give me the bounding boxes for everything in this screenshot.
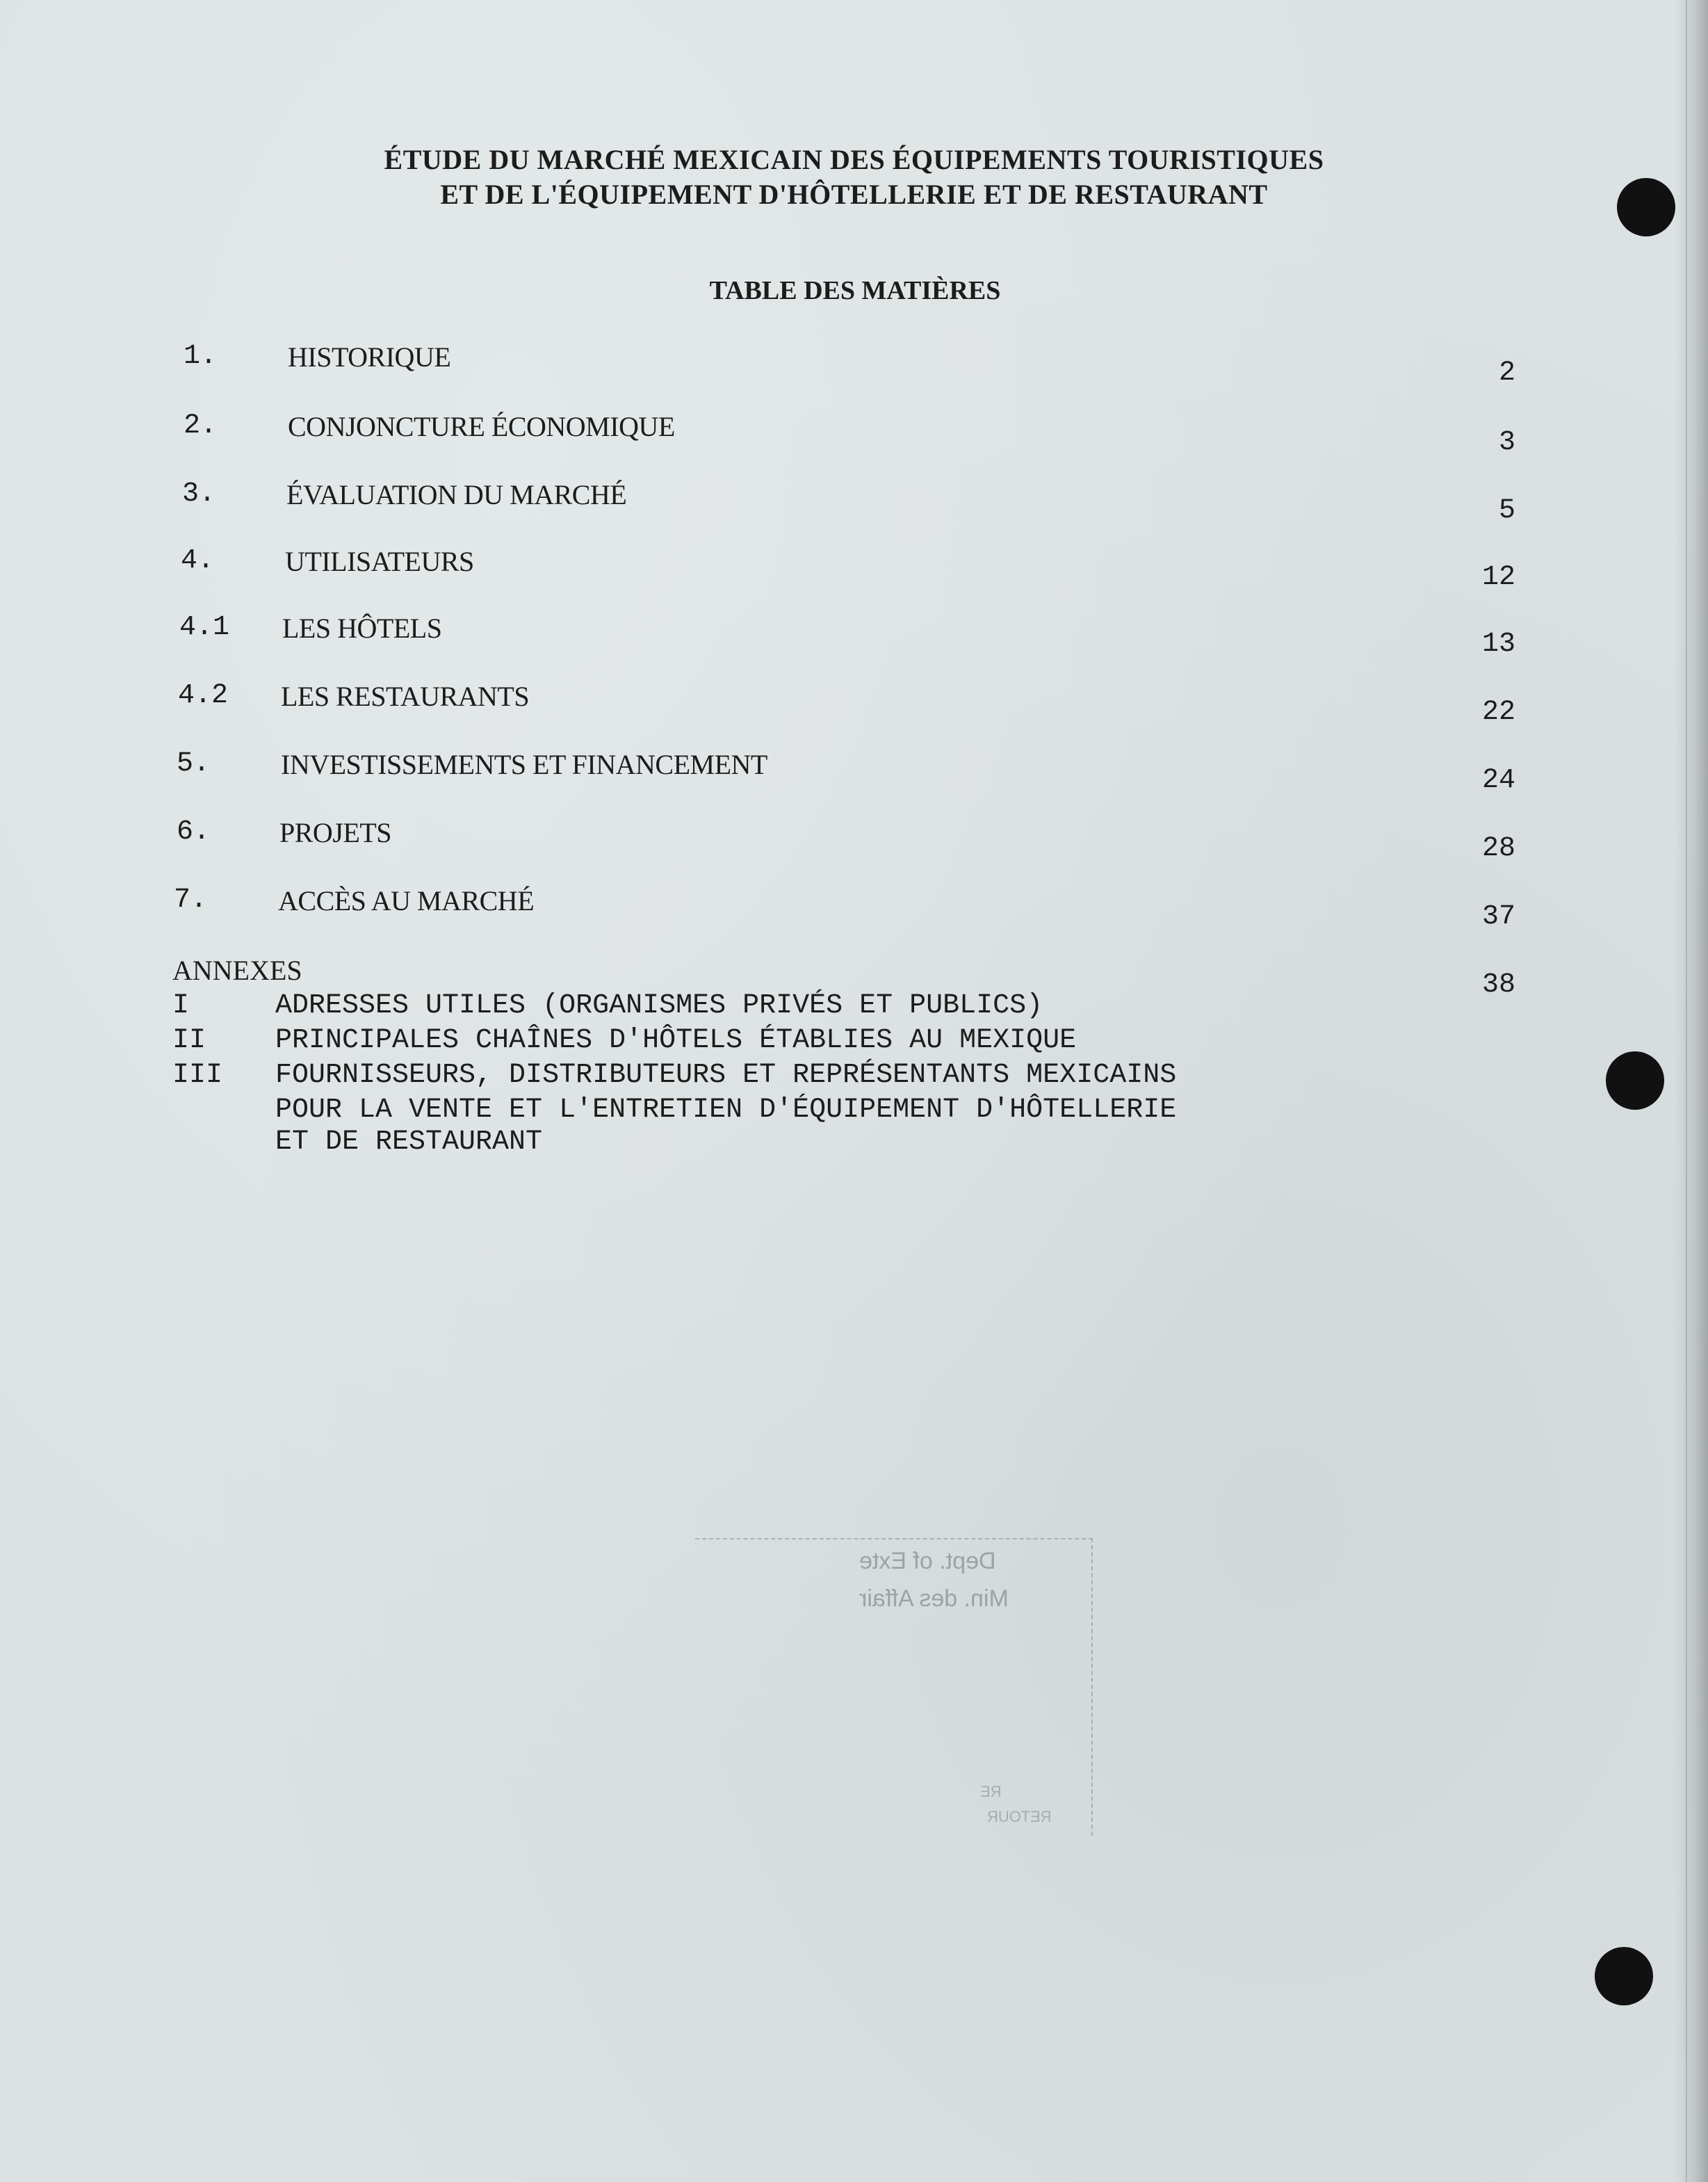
toc-entry-page: 12 [1481, 562, 1515, 593]
toc-entry-page: 22 [1481, 697, 1515, 728]
toc-entry-number: 6. [177, 816, 211, 848]
toc-entry-label: CONJONCTURE ÉCONOMIQUE [288, 411, 675, 442]
annex-item [172, 990, 1043, 1021]
toc-entry-number: 2. [184, 410, 218, 442]
toc-entry [0, 410, 1708, 458]
toc-heading: TABLE DES MATIÈRES [709, 276, 1001, 305]
annex-text: PRINCIPALES CHAÎNES D'HÔTELS ÉTABLIES AU MEXIQUE [275, 1025, 1077, 1056]
page-edge-shadow [1675, 0, 1708, 2182]
stamp-line: Min. des Affair [859, 1585, 1009, 1612]
annex-roman-numeral: I [172, 990, 190, 1021]
toc-entry-label: LES HÔTELS [282, 613, 442, 644]
toc-entry [0, 545, 1708, 593]
toc-entry [0, 816, 1708, 864]
stamp-line: RE [980, 1783, 1002, 1800]
toc-entry-number: 1. [184, 341, 218, 372]
toc-entry-label: LES RESTAURANTS [281, 681, 530, 712]
toc-entry-page: 5 [1498, 495, 1515, 526]
toc-entry [0, 748, 1708, 796]
toc-entry-label: PROJETS [279, 817, 391, 848]
toc-entry-page: 3 [1498, 427, 1515, 458]
annexes-heading: ANNEXES [172, 955, 302, 986]
annexes-page: 38 [1481, 969, 1515, 1001]
page-edge-line [1686, 0, 1687, 2182]
stamp-line: Dept. of Exte [859, 1548, 996, 1574]
bleed-through-stamp [695, 1538, 1093, 1836]
stamp-line: RETOUR [987, 1808, 1052, 1825]
toc-entry [0, 341, 1708, 389]
toc-entry-label: INVESTISSEMENTS ET FINANCEMENT [281, 749, 767, 780]
annex-roman-numeral: III [172, 1060, 223, 1091]
toc-entry [0, 884, 1708, 932]
annex-continuation-line: ET DE RESTAURANT [275, 1126, 543, 1158]
toc-entry [0, 612, 1708, 660]
toc-entry-page: 2 [1498, 357, 1515, 389]
document-title-line-1: ÉTUDE DU MARCHÉ MEXICAIN DES ÉQUIPEMENTS TOURISTIQUES [384, 144, 1324, 175]
toc-entry-page: 13 [1481, 629, 1515, 660]
document-title-line-2: ET DE L'ÉQUIPEMENT D'HÔTELLERIE ET DE RESTAURANT [440, 179, 1268, 210]
annex-text: FOURNISSEURS, DISTRIBUTEURS ET REPRÉSENTANTS MEXICAINS [275, 1060, 1177, 1091]
annex-roman-numeral: II [172, 1025, 206, 1056]
toc-entry-label: UTILISATEURS [285, 546, 474, 577]
annex-text: ADRESSES UTILES (ORGANISMES PRIVÉS ET PUBLICS) [275, 990, 1043, 1021]
toc-entry-number: 4.2 [178, 680, 229, 711]
punch-hole-bottom [1595, 1947, 1653, 2005]
punch-hole-middle [1606, 1051, 1664, 1110]
toc-entry [0, 680, 1708, 728]
toc-entry-label: ÉVALUATION DU MARCHÉ [286, 479, 627, 510]
toc-entry [0, 478, 1708, 526]
toc-entry-page: 28 [1481, 833, 1515, 864]
annex-continuation-line: POUR LA VENTE ET L'ENTRETIEN D'ÉQUIPEMENT D'HÔTELLERIE [275, 1094, 1177, 1126]
toc-entry-number: 7. [174, 884, 208, 916]
toc-entry-number: 5. [177, 748, 211, 779]
annex-item [172, 1060, 1176, 1091]
toc-entry-number: 4. [181, 545, 215, 576]
toc-entry-number: 3. [182, 478, 216, 510]
annex-item [172, 1025, 1076, 1056]
toc-entry-page: 37 [1481, 901, 1515, 932]
toc-entry-number: 4.1 [179, 612, 230, 643]
toc-entry-page: 24 [1481, 765, 1515, 796]
toc-entry-label: ACCÈS AU MARCHÉ [278, 885, 535, 916]
toc-entry-label: HISTORIQUE [288, 341, 451, 373]
